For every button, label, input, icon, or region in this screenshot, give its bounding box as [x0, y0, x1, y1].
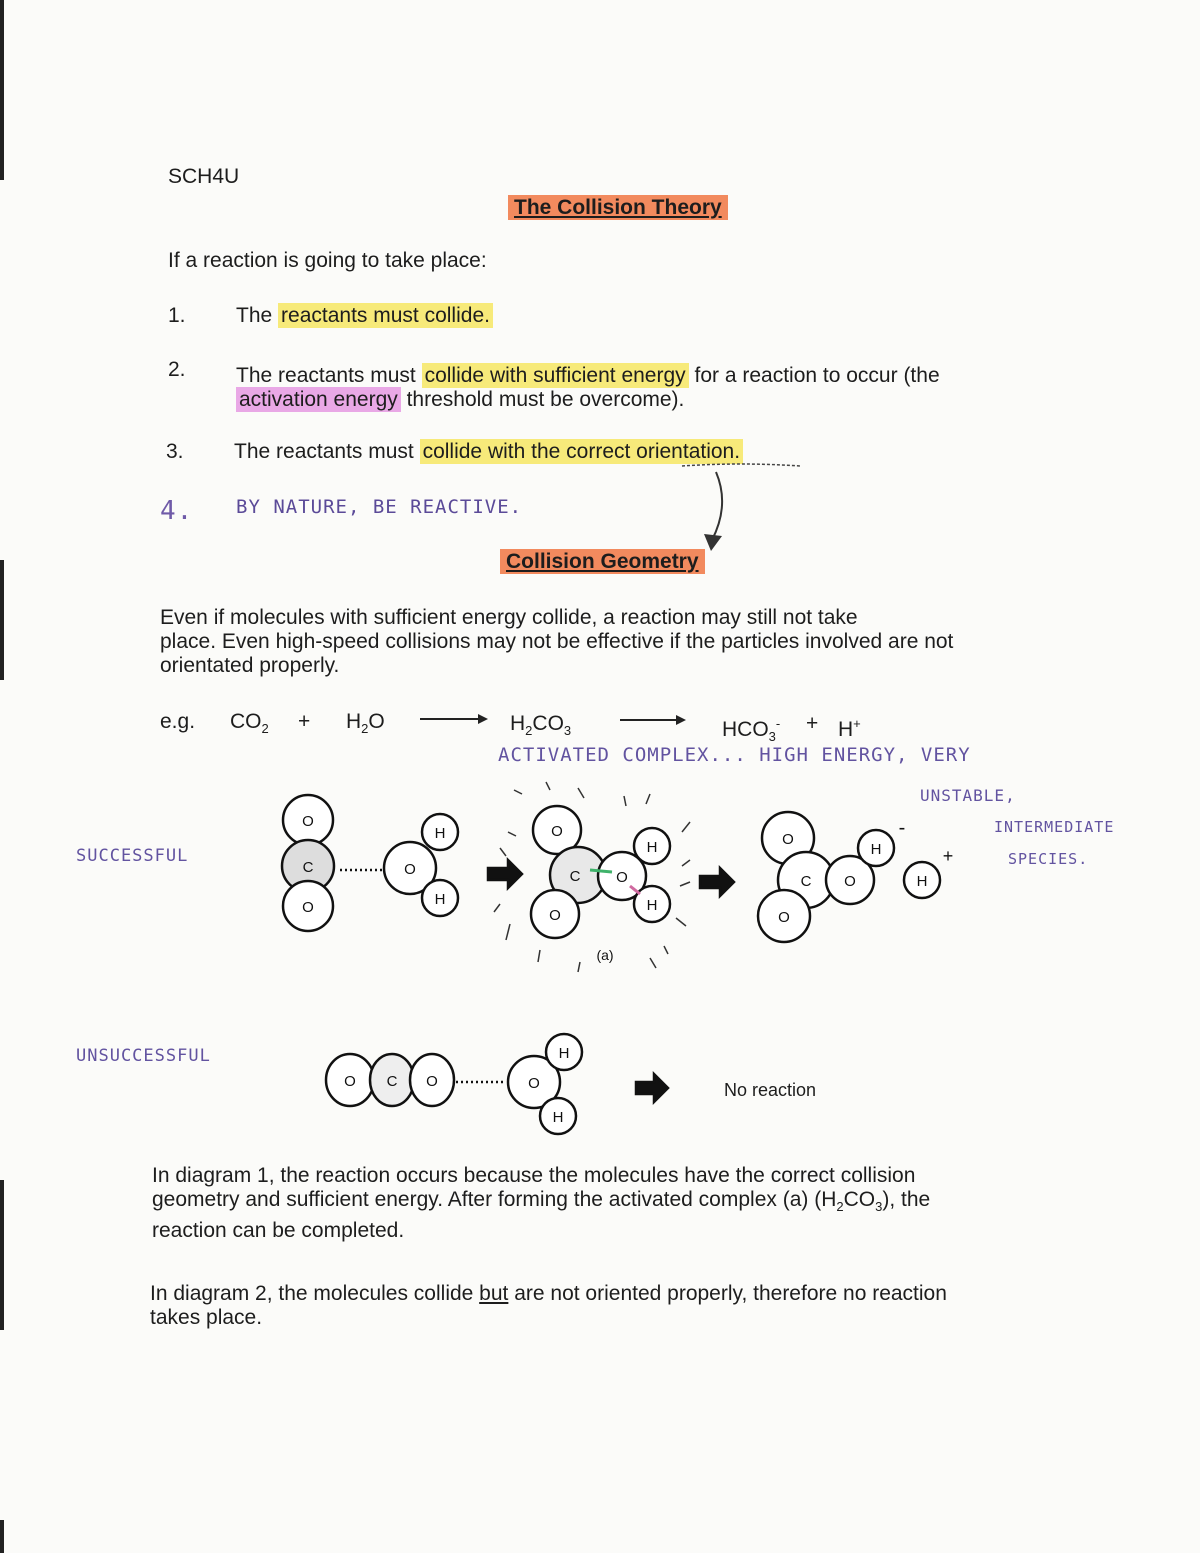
atom-label-o: O	[528, 1075, 540, 1092]
atom-label-h: H	[558, 1045, 570, 1062]
item-2-pre: The reactants must	[236, 364, 422, 387]
h2o-h: H	[346, 710, 362, 733]
list-number-3: 3.	[166, 440, 184, 463]
item-3-pre: The reactants must	[234, 440, 420, 463]
geometry-line-2: place. Even high-speed collisions may not be effective if the particles involved are not	[160, 630, 954, 653]
h2co3-sub1: 2	[525, 723, 533, 739]
item-3-highlight: collide with the correct orientation.	[420, 439, 744, 464]
h2co3-h: H	[510, 712, 526, 735]
list-item-4-handwritten: BY NATURE, BE REACTIVE.	[236, 496, 523, 518]
hco3-text: HCO	[722, 718, 769, 741]
atom-label-h: H	[434, 891, 446, 908]
atom-label-h: H	[434, 825, 446, 842]
item-2-post: for a reaction to occur (the	[688, 364, 940, 387]
list-number-2: 2.	[168, 358, 186, 381]
atom-label-h: H	[916, 873, 928, 890]
atom-label-c: C	[569, 868, 581, 885]
atom-label-o: O	[782, 831, 794, 848]
atom-label-o: O	[426, 1073, 438, 1090]
item-1-highlight: reactants must collide.	[278, 303, 493, 328]
label-successful: SUCCESSFUL	[76, 846, 189, 866]
h2o-molecule-2	[508, 1034, 582, 1134]
h2co3-sub2: 3	[563, 723, 572, 739]
label-unsuccessful: UNSUCCESSFUL	[76, 1046, 211, 1066]
atom-label-o: O	[549, 907, 561, 924]
atom-label-h: H	[646, 839, 658, 856]
conclusion-2-post: are not oriented properly, therefore no reaction	[508, 1282, 947, 1305]
atom-label-o: O	[302, 813, 314, 830]
conclusion-1-line-2-text: geometry and sufficient energy. After forming the activated complex (a) (H	[152, 1188, 837, 1211]
ion-charge-plus: +	[942, 846, 954, 866]
co2-sub: 2	[261, 721, 269, 737]
conclusion-2-underlined: but	[479, 1282, 509, 1305]
equation-plus-2: +	[806, 712, 819, 735]
h2o-o: O	[368, 710, 385, 733]
formula-sub-1: 2	[836, 1199, 844, 1215]
atom-label-h: H	[646, 897, 658, 914]
list-number-1: 1.	[168, 304, 186, 327]
formula-mid: CO	[843, 1188, 876, 1211]
title-text: The Collision Theory	[508, 195, 728, 220]
atom-label-c: C	[302, 859, 314, 876]
conclusion-1-line-3: reaction can be completed.	[152, 1219, 405, 1243]
atom-label-o: O	[404, 861, 416, 878]
conclusion-2-line-2: takes place.	[150, 1306, 263, 1329]
h2o-sub: 2	[361, 721, 369, 737]
list-number-4: 4.	[160, 496, 194, 526]
atom-label-c: C	[386, 1073, 398, 1090]
ion-charge-minus: -	[898, 817, 906, 839]
conclusion-2-line-1	[150, 1282, 1070, 1306]
equation-plus-1: +	[298, 710, 311, 733]
equation-eg: e.g.	[160, 710, 196, 733]
course-code: SCH4U	[168, 165, 240, 188]
formula-end: ), the	[882, 1188, 931, 1211]
item-2-line2-post: threshold must be overcome).	[400, 388, 685, 411]
conclusion-1-line-1: In diagram 1, the reaction occurs because the molecules have the correct collision	[152, 1164, 916, 1187]
conclusion-paragraph-1	[152, 1164, 1072, 1243]
atom-label-o: O	[302, 899, 314, 916]
annotation-activated-complex: ACTIVATED COMPLEX... HIGH ENERGY, VERY	[498, 744, 971, 766]
annotation-species: SPECIES.	[1008, 850, 1089, 868]
hco3-sub: 3	[768, 729, 776, 745]
atom-label-h: H	[870, 841, 882, 858]
atom-label-h: H	[552, 1109, 564, 1126]
geometry-line-3: orientated properly.	[160, 654, 340, 677]
geometry-line-1: Even if molecules with sufficient energy collide, a reaction may still not take	[160, 606, 858, 629]
reaction-arrow-3	[636, 1074, 668, 1102]
intro-text: If a reaction is going to take place:	[168, 249, 487, 272]
conclusion-1-line-2	[152, 1188, 1072, 1219]
item-2-highlight-activation: activation energy	[236, 387, 401, 412]
conclusion-2-pre: In diagram 2, the molecules collide	[150, 1282, 480, 1305]
formula-sub-2: 3	[875, 1199, 883, 1215]
atom-label-c: C	[800, 873, 812, 890]
atom-label-o: O	[616, 869, 628, 886]
h-plus-sup: +	[853, 716, 861, 731]
annotation-intermediate: INTERMEDIATE	[994, 818, 1115, 836]
atom-label-o: O	[344, 1073, 356, 1090]
atom-label-o: O	[551, 823, 563, 840]
h-plus-text: H	[838, 718, 854, 741]
item-2-highlight: collide with sufficient energy	[422, 363, 689, 388]
item-1-pre: The	[236, 304, 279, 327]
atom-label-o: O	[778, 909, 790, 926]
annotation-unstable: UNSTABLE,	[920, 786, 1016, 805]
h2co3-co: CO	[532, 712, 564, 735]
hco3-sup: -	[775, 716, 781, 731]
complex-label-a: (a)	[596, 947, 614, 963]
atom-label-o: O	[844, 873, 856, 890]
conclusion-paragraph-2	[150, 1282, 1070, 1330]
co2-text: CO	[230, 710, 262, 733]
collision-geometry-title-text: Collision Geometry	[500, 549, 705, 574]
no-reaction-label: No reaction	[724, 1080, 817, 1100]
